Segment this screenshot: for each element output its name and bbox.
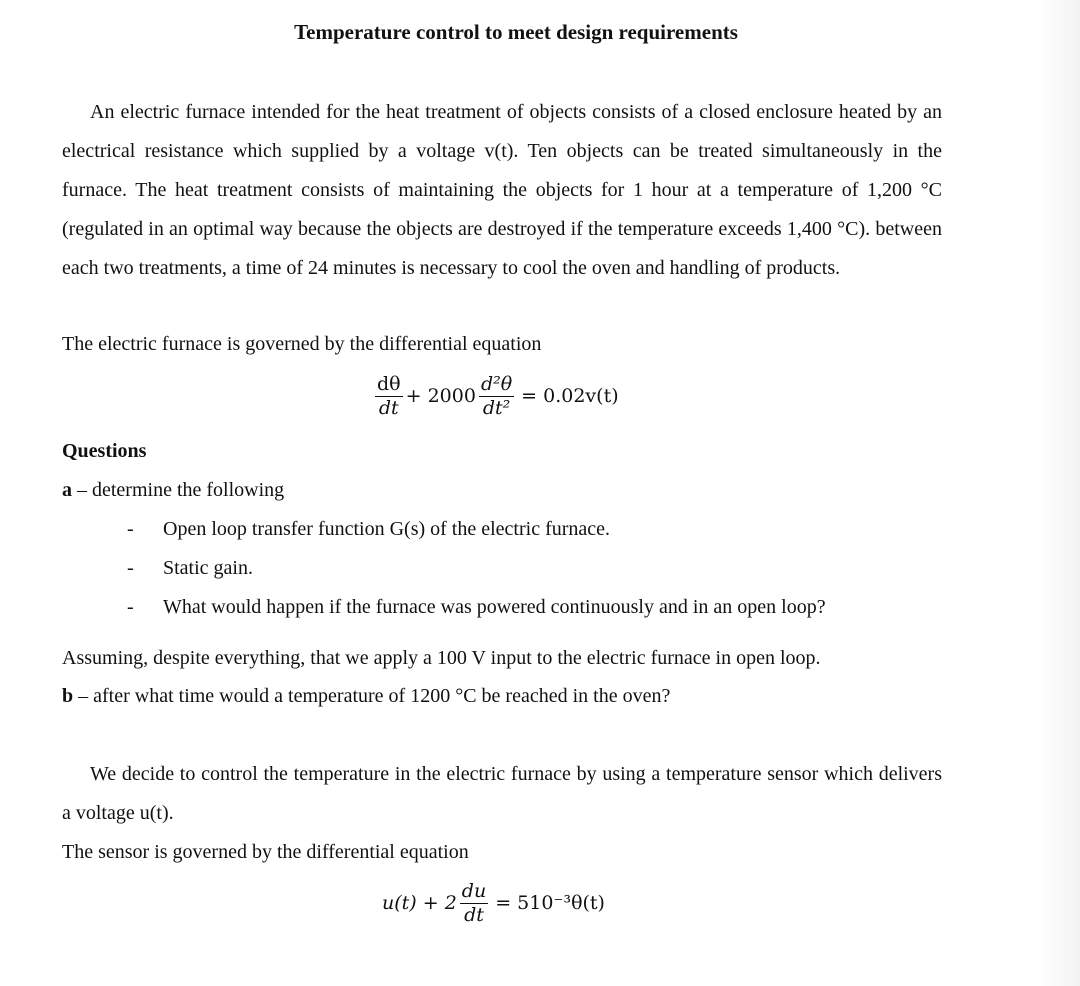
questions-heading: Questions	[62, 440, 147, 462]
bullet-marker: -	[127, 557, 134, 579]
document-title: Temperature control to meet design requirements	[294, 20, 738, 44]
sensor-paragraph	[62, 755, 942, 833]
furnace-eq-fraction-1: $\frac{d\theta}{dt}$	[377, 373, 401, 419]
furnace-equation-intro: The electric furnace is governed by the differential equation	[62, 333, 542, 355]
bullet-marker: -	[127, 518, 134, 540]
sensor-eq-rhs: = 510⁻³θ(t)	[495, 891, 605, 914]
sensor-eq-fraction: $\frac{du}{dt}$	[461, 880, 487, 926]
question-b-text: – after what time would a temperature of 1200 °C be reached in the oven?	[73, 685, 671, 707]
sensor-equation	[382, 879, 605, 926]
question-a-label: a	[62, 479, 72, 501]
question-b-label: b	[62, 685, 74, 707]
furnace-eq-coef: + 2000	[405, 384, 476, 407]
question-a-text: – determine the following	[72, 479, 285, 501]
question-b	[62, 685, 670, 708]
bullet-item-3: What would happen if the furnace was powered continuously and in an open loop?	[163, 596, 826, 618]
bullet-marker: -	[127, 596, 134, 618]
furnace-eq-fraction-2: $\frac{\text{d²θ}}{\text{dt²}}$	[480, 373, 513, 419]
sensor-equation-intro: The sensor is governed by the differential equation	[62, 841, 469, 863]
sensor-eq-lhs: u(t) + 2	[382, 891, 457, 914]
intro-paragraph-text: An electric furnace intended for the heat treatment of objects consists of a closed enclosure heated by an electrical resistance which supplied by a voltage v(t). Ten objects can be treated simultaneously in the furnace. The heat treatment consists of maintaining the objects for 1 hour at a temperature of 1,200 °C (regulated in an optimal way because the objects are destroyed if the temperature exceeds 1,400 °C). between each two treatments, a time of 24 minutes is necessary to cool the oven and handling of products.	[62, 101, 942, 279]
furnace-eq-rhs: = 0.02v(t)	[521, 384, 619, 407]
sensor-paragraph-text: We decide to control the temperature in the electric furnace by using a temperature sensor which delivers a voltage u(t).	[62, 763, 942, 824]
intro-paragraph	[62, 93, 942, 288]
bullet-item-1: Open loop transfer function G(s) of the electric furnace.	[163, 518, 611, 540]
question-a	[62, 479, 284, 502]
furnace-equation	[372, 372, 619, 419]
bullet-item-2: Static gain.	[163, 557, 253, 579]
assumption-text: Assuming, despite everything, that we apply a 100 V input to the electric furnace in open loop.	[62, 647, 821, 669]
